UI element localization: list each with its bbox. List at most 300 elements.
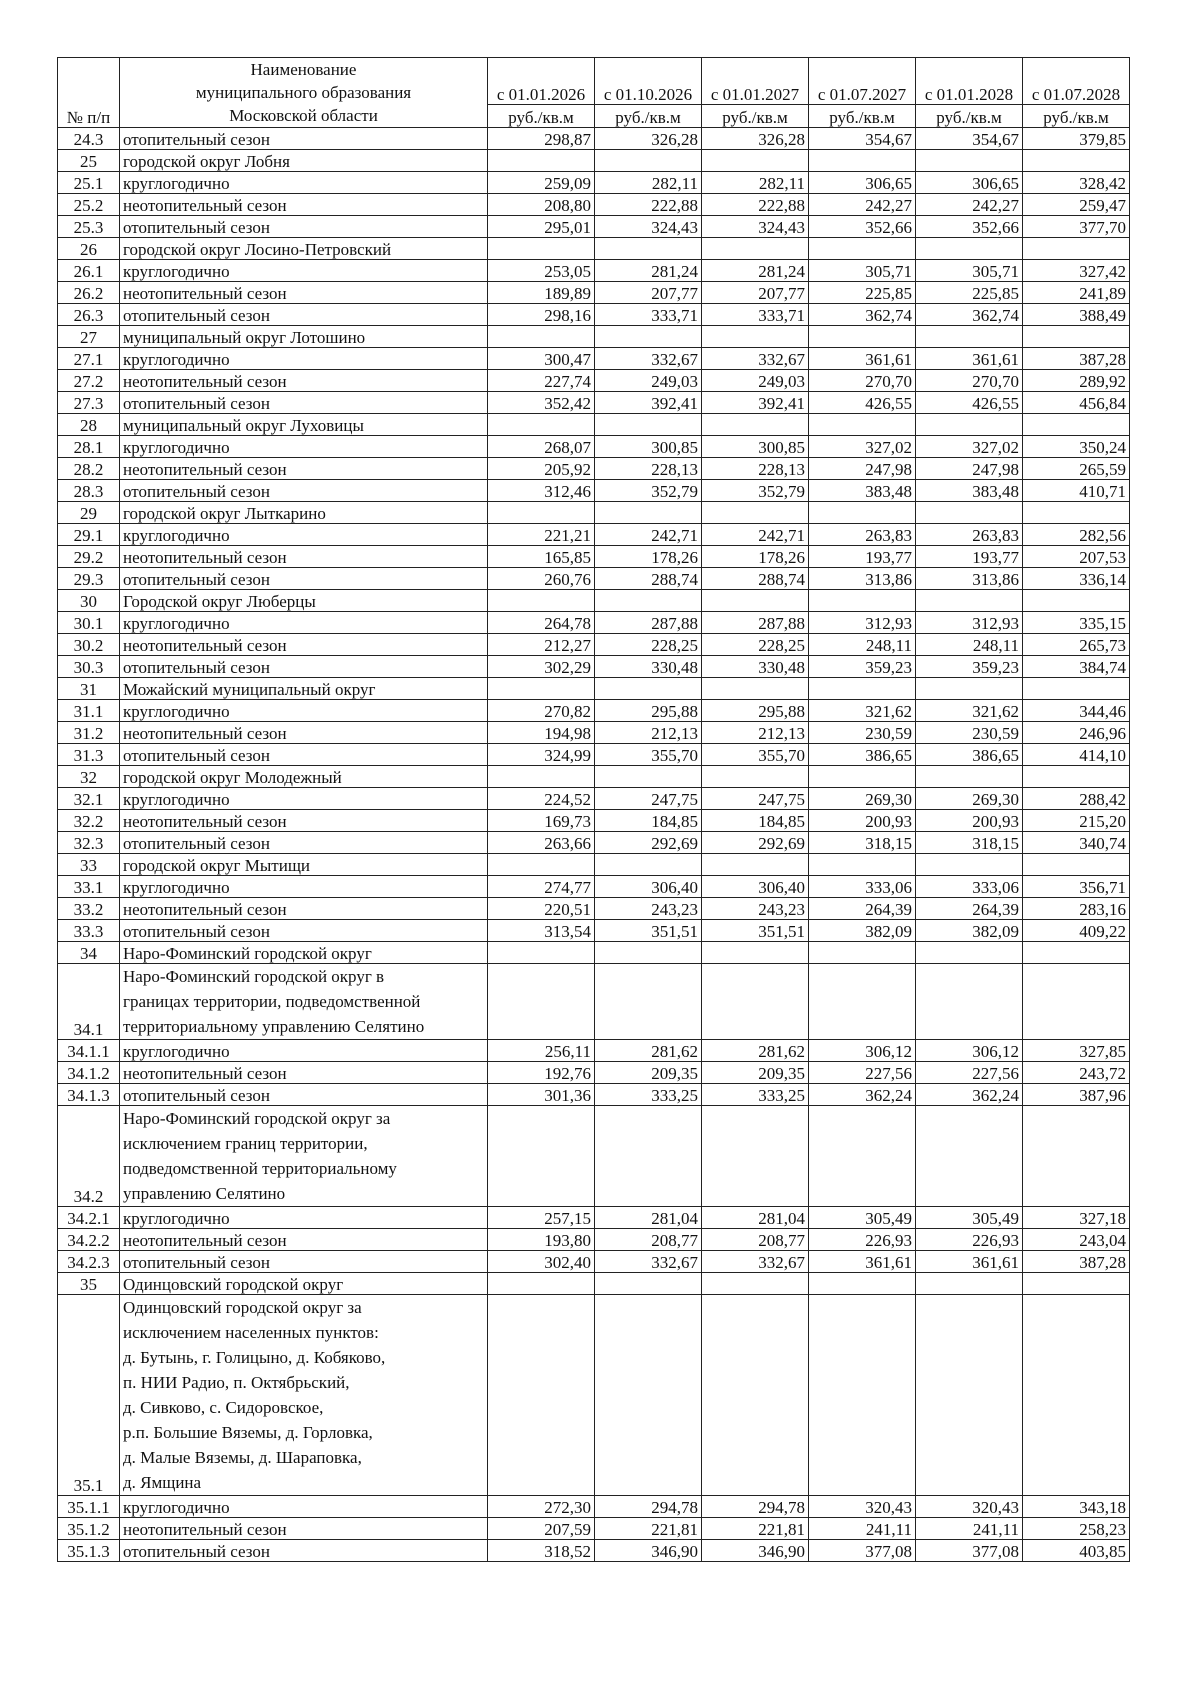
row-name: Городской округ Люберцы <box>120 590 488 612</box>
rate-cell: 212,13 <box>595 722 702 744</box>
header-period: с 01.07.2028 <box>1023 58 1130 105</box>
rate-cell: 228,13 <box>702 458 809 480</box>
table-row <box>58 238 1130 260</box>
row-number: 29 <box>58 502 120 524</box>
rate-cell: 300,85 <box>702 436 809 458</box>
rate-cell <box>809 1295 916 1496</box>
rate-cell <box>702 590 809 612</box>
rate-cell: 324,99 <box>488 744 595 766</box>
rate-cell: 361,61 <box>916 348 1023 370</box>
rate-cell: 359,23 <box>809 656 916 678</box>
rate-cell: 320,43 <box>916 1496 1023 1518</box>
rate-cell: 351,51 <box>595 920 702 942</box>
rate-cell: 392,41 <box>702 392 809 414</box>
rate-cell: 387,96 <box>1023 1084 1130 1106</box>
row-number: 35.1.1 <box>58 1496 120 1518</box>
row-number: 24.3 <box>58 128 120 150</box>
table-row <box>58 964 1130 1040</box>
rate-cell: 392,41 <box>595 392 702 414</box>
table-row <box>58 502 1130 524</box>
rate-cell <box>916 414 1023 436</box>
rate-cell <box>488 678 595 700</box>
rate-cell <box>1023 502 1130 524</box>
row-number: 34.1.3 <box>58 1084 120 1106</box>
table-row <box>58 1106 1130 1207</box>
rate-cell: 306,40 <box>595 876 702 898</box>
header-unit: руб./кв.м <box>809 105 916 128</box>
rate-cell: 333,71 <box>702 304 809 326</box>
rate-cell <box>809 942 916 964</box>
rate-cell: 184,85 <box>702 810 809 832</box>
table-row <box>58 832 1130 854</box>
row-name-line: исключением населенных пунктов: <box>123 1323 379 1342</box>
rate-cell <box>595 854 702 876</box>
rate-cell: 270,70 <box>916 370 1023 392</box>
rate-cell <box>1023 854 1130 876</box>
rate-cell: 228,25 <box>595 634 702 656</box>
rate-cell <box>916 678 1023 700</box>
table-row <box>58 722 1130 744</box>
rate-cell: 281,24 <box>595 260 702 282</box>
rate-cell: 302,29 <box>488 656 595 678</box>
rate-cell: 208,80 <box>488 194 595 216</box>
rate-cell <box>1023 964 1130 1040</box>
rate-cell <box>488 414 595 436</box>
rate-cell: 209,35 <box>702 1062 809 1084</box>
row-number: 26.1 <box>58 260 120 282</box>
row-name: неотопительный сезон <box>120 810 488 832</box>
row-number: 32.2 <box>58 810 120 832</box>
tariff-table <box>57 57 1130 1562</box>
rate-cell <box>1023 326 1130 348</box>
rate-cell: 248,11 <box>809 634 916 656</box>
rate-cell: 321,62 <box>916 700 1023 722</box>
rate-cell: 178,26 <box>595 546 702 568</box>
rate-cell <box>1023 1273 1130 1295</box>
rate-cell <box>595 766 702 788</box>
rate-cell: 295,88 <box>702 700 809 722</box>
row-number: 28.2 <box>58 458 120 480</box>
row-name <box>120 1295 488 1496</box>
rate-cell <box>809 854 916 876</box>
rate-cell: 312,46 <box>488 480 595 502</box>
row-name: неотопительный сезон <box>120 282 488 304</box>
rate-cell: 227,56 <box>916 1062 1023 1084</box>
row-name: городской округ Лыткарино <box>120 502 488 524</box>
rate-cell <box>809 1273 916 1295</box>
rate-cell: 264,39 <box>809 898 916 920</box>
table-row <box>58 612 1130 634</box>
rate-cell: 351,51 <box>702 920 809 942</box>
rate-cell <box>702 854 809 876</box>
header-row <box>58 58 1130 105</box>
rate-cell <box>702 942 809 964</box>
rate-cell <box>1023 414 1130 436</box>
rate-cell: 333,06 <box>809 876 916 898</box>
row-name-line: управлению Селятино <box>123 1184 286 1203</box>
table-row <box>58 1273 1130 1295</box>
header-unit: руб./кв.м <box>488 105 595 128</box>
row-number: 34.2.2 <box>58 1229 120 1251</box>
rate-cell <box>488 1273 595 1295</box>
rate-cell: 352,66 <box>916 216 1023 238</box>
rate-cell <box>595 1273 702 1295</box>
rate-cell: 313,86 <box>809 568 916 590</box>
rate-cell: 264,39 <box>916 898 1023 920</box>
rate-cell: 379,85 <box>1023 128 1130 150</box>
row-name: отопительный сезон <box>120 392 488 414</box>
row-number: 32.1 <box>58 788 120 810</box>
rate-cell: 222,88 <box>702 194 809 216</box>
row-name: круглогодично <box>120 1207 488 1229</box>
rate-cell: 298,16 <box>488 304 595 326</box>
row-name: неотопительный сезон <box>120 634 488 656</box>
row-name: отопительный сезон <box>120 128 488 150</box>
table-row <box>58 414 1130 436</box>
rate-cell: 282,11 <box>595 172 702 194</box>
rate-cell: 302,40 <box>488 1251 595 1273</box>
rate-cell <box>595 964 702 1040</box>
rate-cell: 330,48 <box>702 656 809 678</box>
rate-cell: 246,96 <box>1023 722 1130 744</box>
row-number: 25.1 <box>58 172 120 194</box>
rate-cell: 281,24 <box>702 260 809 282</box>
rate-cell <box>488 150 595 172</box>
rate-cell: 344,46 <box>1023 700 1130 722</box>
rate-cell: 249,03 <box>595 370 702 392</box>
rate-cell <box>595 502 702 524</box>
row-name: круглогодично <box>120 1040 488 1062</box>
rate-cell: 208,77 <box>595 1229 702 1251</box>
rate-cell: 241,89 <box>1023 282 1130 304</box>
rate-cell: 294,78 <box>595 1496 702 1518</box>
table-body <box>58 128 1130 1562</box>
rate-cell: 225,85 <box>916 282 1023 304</box>
rate-cell: 312,93 <box>809 612 916 634</box>
rate-cell <box>595 150 702 172</box>
row-name: круглогодично <box>120 788 488 810</box>
rate-cell: 384,74 <box>1023 656 1130 678</box>
row-name: отопительный сезон <box>120 1251 488 1273</box>
row-number: 34.2 <box>58 1106 120 1207</box>
header-name-line: Московской области <box>229 106 378 125</box>
rate-cell: 259,09 <box>488 172 595 194</box>
rate-cell: 178,26 <box>702 546 809 568</box>
table-row <box>58 436 1130 458</box>
rate-cell <box>1023 238 1130 260</box>
rate-cell: 382,09 <box>809 920 916 942</box>
rate-cell: 362,24 <box>916 1084 1023 1106</box>
row-name: круглогодично <box>120 436 488 458</box>
rate-cell: 300,85 <box>595 436 702 458</box>
rate-cell <box>1023 1295 1130 1496</box>
row-name: городской округ Мытищи <box>120 854 488 876</box>
rate-cell <box>916 766 1023 788</box>
rate-cell: 336,14 <box>1023 568 1130 590</box>
rate-cell: 294,78 <box>702 1496 809 1518</box>
rate-cell: 388,49 <box>1023 304 1130 326</box>
table-row <box>58 810 1130 832</box>
rate-cell: 230,59 <box>916 722 1023 744</box>
rate-cell: 326,28 <box>702 128 809 150</box>
row-number: 29.2 <box>58 546 120 568</box>
row-name-line: Одинцовский городской округ за <box>123 1298 362 1317</box>
rate-cell <box>595 1295 702 1496</box>
table-row <box>58 678 1130 700</box>
rate-cell: 282,11 <box>702 172 809 194</box>
rate-cell: 313,86 <box>916 568 1023 590</box>
rate-cell <box>1023 942 1130 964</box>
rate-cell: 355,70 <box>595 744 702 766</box>
row-name: круглогодично <box>120 876 488 898</box>
rate-cell: 268,07 <box>488 436 595 458</box>
rate-cell: 212,27 <box>488 634 595 656</box>
rate-cell: 264,78 <box>488 612 595 634</box>
row-number: 32 <box>58 766 120 788</box>
rate-cell: 289,92 <box>1023 370 1130 392</box>
rate-cell: 352,79 <box>595 480 702 502</box>
row-number: 27.2 <box>58 370 120 392</box>
rate-cell: 386,65 <box>916 744 1023 766</box>
row-name: Одинцовский городской округ <box>120 1273 488 1295</box>
rate-cell: 222,88 <box>595 194 702 216</box>
rate-cell: 288,74 <box>702 568 809 590</box>
rate-cell: 230,59 <box>809 722 916 744</box>
rate-cell <box>702 678 809 700</box>
rate-cell <box>809 964 916 1040</box>
row-name-line: р.п. Большие Вяземы, д. Горловка, <box>123 1423 373 1442</box>
table-row <box>58 150 1130 172</box>
rate-cell: 288,42 <box>1023 788 1130 810</box>
row-number: 26 <box>58 238 120 260</box>
rate-cell: 383,48 <box>916 480 1023 502</box>
table-row <box>58 1207 1130 1229</box>
rate-cell: 386,65 <box>809 744 916 766</box>
rate-cell: 193,77 <box>916 546 1023 568</box>
rate-cell: 361,61 <box>809 348 916 370</box>
rate-cell <box>488 766 595 788</box>
rate-cell: 295,01 <box>488 216 595 238</box>
rate-cell <box>488 326 595 348</box>
table-row <box>58 282 1130 304</box>
row-number: 34.2.3 <box>58 1251 120 1273</box>
rate-cell: 225,85 <box>809 282 916 304</box>
header-unit: руб./кв.м <box>595 105 702 128</box>
table-row <box>58 348 1130 370</box>
row-number: 27.1 <box>58 348 120 370</box>
rate-cell: 247,98 <box>916 458 1023 480</box>
row-name: неотопительный сезон <box>120 722 488 744</box>
table-row <box>58 216 1130 238</box>
rate-cell: 260,76 <box>488 568 595 590</box>
rate-cell: 295,88 <box>595 700 702 722</box>
row-name-line: Наро-Фоминский городской округ в <box>123 967 385 986</box>
row-name-line: территориальному управлению Селятино <box>123 1017 425 1036</box>
rate-cell <box>809 238 916 260</box>
row-name: круглогодично <box>120 700 488 722</box>
row-name: неотопительный сезон <box>120 898 488 920</box>
rate-cell: 352,42 <box>488 392 595 414</box>
rate-cell: 212,13 <box>702 722 809 744</box>
rate-cell: 327,42 <box>1023 260 1130 282</box>
table-row <box>58 766 1130 788</box>
rate-cell: 169,73 <box>488 810 595 832</box>
rate-cell: 305,49 <box>809 1207 916 1229</box>
rate-cell: 292,69 <box>702 832 809 854</box>
row-name: отопительный сезон <box>120 216 488 238</box>
row-name: неотопительный сезон <box>120 194 488 216</box>
row-number: 26.3 <box>58 304 120 326</box>
rate-cell: 227,56 <box>809 1062 916 1084</box>
rate-cell <box>1023 590 1130 612</box>
rate-cell: 300,47 <box>488 348 595 370</box>
rate-cell: 327,02 <box>916 436 1023 458</box>
row-name: отопительный сезон <box>120 744 488 766</box>
row-name: неотопительный сезон <box>120 1229 488 1251</box>
row-name: неотопительный сезон <box>120 1062 488 1084</box>
rate-cell: 253,05 <box>488 260 595 282</box>
rate-cell: 410,71 <box>1023 480 1130 502</box>
table-row <box>58 128 1130 150</box>
rate-cell: 361,61 <box>809 1251 916 1273</box>
rate-cell: 456,84 <box>1023 392 1130 414</box>
rate-cell: 227,74 <box>488 370 595 392</box>
rate-cell: 247,98 <box>809 458 916 480</box>
row-number: 31.2 <box>58 722 120 744</box>
rate-cell: 207,59 <box>488 1518 595 1540</box>
table-row <box>58 1518 1130 1540</box>
row-number: 26.2 <box>58 282 120 304</box>
row-number: 29.1 <box>58 524 120 546</box>
row-number: 35 <box>58 1273 120 1295</box>
rate-cell <box>702 1106 809 1207</box>
row-number: 34 <box>58 942 120 964</box>
rate-cell: 327,02 <box>809 436 916 458</box>
row-name <box>120 1106 488 1207</box>
rate-cell: 414,10 <box>1023 744 1130 766</box>
rate-cell: 269,30 <box>916 788 1023 810</box>
rate-cell <box>916 1273 1023 1295</box>
rate-cell: 242,71 <box>595 524 702 546</box>
row-name: неотопительный сезон <box>120 458 488 480</box>
row-number: 35.1 <box>58 1295 120 1496</box>
rate-cell: 209,35 <box>595 1062 702 1084</box>
rate-cell <box>702 1273 809 1295</box>
row-name: Можайский муниципальный округ <box>120 678 488 700</box>
rate-cell: 258,23 <box>1023 1518 1130 1540</box>
table-row <box>58 656 1130 678</box>
rate-cell: 221,21 <box>488 524 595 546</box>
rate-cell <box>488 942 595 964</box>
rate-cell <box>916 1106 1023 1207</box>
rate-cell: 346,90 <box>702 1540 809 1562</box>
rate-cell: 248,11 <box>916 634 1023 656</box>
rate-cell <box>702 238 809 260</box>
table-row <box>58 1040 1130 1062</box>
rate-cell: 226,93 <box>916 1229 1023 1251</box>
row-name: отопительный сезон <box>120 304 488 326</box>
rate-cell: 354,67 <box>916 128 1023 150</box>
table-row <box>58 194 1130 216</box>
rate-cell <box>916 590 1023 612</box>
row-number: 34.1.2 <box>58 1062 120 1084</box>
row-number: 25.3 <box>58 216 120 238</box>
table-row <box>58 480 1130 502</box>
rate-cell: 377,08 <box>916 1540 1023 1562</box>
rate-cell: 333,71 <box>595 304 702 326</box>
rate-cell: 242,71 <box>702 524 809 546</box>
rate-cell: 305,49 <box>916 1207 1023 1229</box>
row-name: муниципальный округ Луховицы <box>120 414 488 436</box>
rate-cell: 270,70 <box>809 370 916 392</box>
table-row <box>58 1295 1130 1496</box>
rate-cell <box>702 766 809 788</box>
rate-cell: 333,06 <box>916 876 1023 898</box>
rate-cell <box>595 414 702 436</box>
rate-cell: 426,55 <box>916 392 1023 414</box>
rate-cell: 306,65 <box>809 172 916 194</box>
table-row <box>58 392 1130 414</box>
rate-cell: 287,88 <box>702 612 809 634</box>
table-row <box>58 854 1130 876</box>
rate-cell: 263,83 <box>916 524 1023 546</box>
row-number: 30.2 <box>58 634 120 656</box>
row-number: 30.3 <box>58 656 120 678</box>
table-row <box>58 458 1130 480</box>
row-name: отопительный сезон <box>120 920 488 942</box>
rate-cell: 281,62 <box>702 1040 809 1062</box>
row-name-line: границах территории, подведомственной <box>123 992 421 1011</box>
rate-cell: 274,77 <box>488 876 595 898</box>
rate-cell: 332,67 <box>595 348 702 370</box>
table-row <box>58 304 1130 326</box>
rate-cell <box>702 1295 809 1496</box>
row-name-line: подведомственной территориальному <box>123 1159 397 1178</box>
row-name: круглогодично <box>120 172 488 194</box>
row-name-line: д. Бутынь, г. Голицыно, д. Кобяково, <box>123 1348 386 1367</box>
rate-cell: 265,73 <box>1023 634 1130 656</box>
table-row <box>58 1540 1130 1562</box>
rate-cell: 332,67 <box>702 348 809 370</box>
row-number: 27 <box>58 326 120 348</box>
rate-cell: 241,11 <box>809 1518 916 1540</box>
rate-cell: 221,81 <box>702 1518 809 1540</box>
rate-cell: 306,40 <box>702 876 809 898</box>
table-row <box>58 1251 1130 1273</box>
rate-cell: 165,85 <box>488 546 595 568</box>
table-row <box>58 1084 1130 1106</box>
row-number: 33 <box>58 854 120 876</box>
rate-cell: 305,71 <box>916 260 1023 282</box>
row-name: неотопительный сезон <box>120 546 488 568</box>
rate-cell: 265,59 <box>1023 458 1130 480</box>
rate-cell <box>809 590 916 612</box>
rate-cell: 355,70 <box>702 744 809 766</box>
rate-cell: 305,71 <box>809 260 916 282</box>
rate-cell <box>1023 150 1130 172</box>
rate-cell <box>595 590 702 612</box>
rate-cell: 287,88 <box>595 612 702 634</box>
rate-cell: 241,11 <box>916 1518 1023 1540</box>
rate-cell: 387,28 <box>1023 348 1130 370</box>
rate-cell: 247,75 <box>595 788 702 810</box>
rate-cell <box>809 150 916 172</box>
rate-cell: 283,16 <box>1023 898 1130 920</box>
row-number: 31.3 <box>58 744 120 766</box>
rate-cell: 324,43 <box>702 216 809 238</box>
row-number: 31.1 <box>58 700 120 722</box>
rate-cell: 272,30 <box>488 1496 595 1518</box>
